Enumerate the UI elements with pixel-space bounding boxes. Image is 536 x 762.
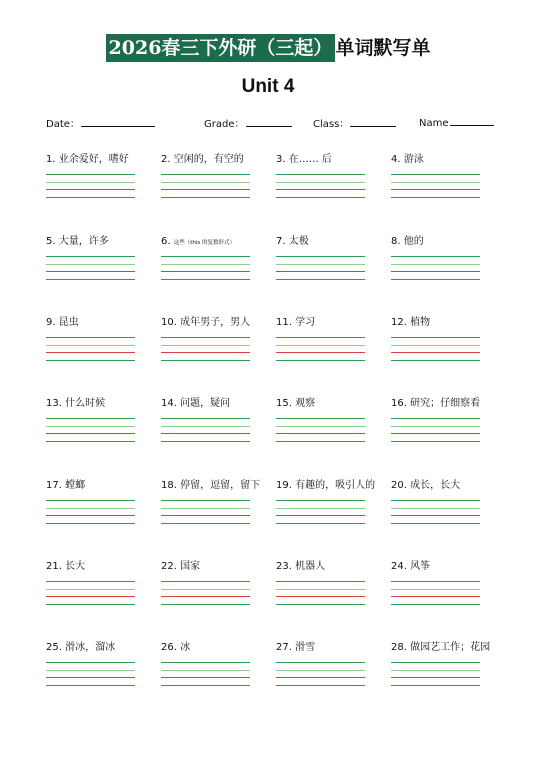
vocab-meaning: 昆虫 xyxy=(58,317,79,328)
answer-line[interactable] xyxy=(276,279,365,280)
vocab-prompt xyxy=(161,560,261,574)
answer-line[interactable] xyxy=(46,426,135,427)
vocab-number: 16. xyxy=(391,398,407,409)
vocab-prompt xyxy=(276,560,376,574)
vocab-prompt xyxy=(161,153,261,167)
vocab-item xyxy=(276,479,376,539)
answer-line[interactable] xyxy=(161,197,250,198)
name-blank[interactable] xyxy=(450,115,494,126)
vocab-number: 17. xyxy=(46,480,62,491)
vocab-item xyxy=(276,153,376,213)
answer-line[interactable] xyxy=(276,662,365,663)
vocab-prompt xyxy=(391,397,491,411)
answer-line[interactable] xyxy=(276,360,365,361)
answer-line[interactable] xyxy=(391,589,480,590)
answer-line[interactable] xyxy=(161,441,250,442)
vocab-number: 18. xyxy=(161,480,177,491)
date-blank[interactable] xyxy=(81,116,155,127)
answer-line[interactable] xyxy=(391,256,480,257)
vocab-number: 2. xyxy=(161,154,171,165)
answer-line[interactable] xyxy=(276,500,365,501)
vocab-number: 8. xyxy=(391,236,401,247)
vocab-meaning: 观察 xyxy=(295,398,316,409)
answer-line[interactable] xyxy=(46,500,135,501)
vocab-prompt xyxy=(46,641,146,655)
vocab-number: 14. xyxy=(161,398,177,409)
answer-line[interactable] xyxy=(276,271,365,272)
answer-line[interactable] xyxy=(391,581,480,582)
answer-line[interactable] xyxy=(161,174,250,175)
vocab-meaning: 螳螂 xyxy=(65,480,86,491)
answer-line[interactable] xyxy=(161,500,250,501)
answer-line[interactable] xyxy=(46,345,135,346)
vocab-meaning: 国家 xyxy=(180,561,201,572)
vocab-meaning: 冰 xyxy=(180,642,191,653)
vocab-number: 5. xyxy=(46,236,56,247)
answer-line[interactable] xyxy=(276,264,365,265)
answer-line[interactable] xyxy=(46,182,135,183)
answer-line[interactable] xyxy=(276,596,365,597)
vocab-prompt xyxy=(276,641,376,655)
vocab-item xyxy=(276,235,376,295)
answer-line[interactable] xyxy=(276,352,365,353)
vocab-prompt xyxy=(276,316,376,330)
vocab-number: 10. xyxy=(161,317,177,328)
unit-heading: Unit 4 xyxy=(241,76,295,97)
answer-line[interactable] xyxy=(46,670,135,671)
answer-line[interactable] xyxy=(46,352,135,353)
answer-line[interactable] xyxy=(161,360,250,361)
name-field[interactable] xyxy=(419,115,494,129)
answer-line[interactable] xyxy=(161,271,250,272)
answer-line[interactable] xyxy=(391,523,480,524)
title-highlight: 2026春三下外研（三起） xyxy=(106,34,336,62)
vocab-item xyxy=(161,560,261,620)
vocab-number: 21. xyxy=(46,561,62,572)
vocab-prompt xyxy=(391,316,491,330)
vocab-meaning: 滑雪 xyxy=(295,642,316,653)
vocab-prompt xyxy=(276,235,376,249)
answer-line[interactable] xyxy=(276,189,365,190)
answer-line[interactable] xyxy=(161,508,250,509)
answer-line[interactable] xyxy=(391,426,480,427)
vocab-item xyxy=(161,153,261,213)
vocab-meaning: 做园艺工作；花园 xyxy=(410,642,491,653)
vocab-meaning: 风筝 xyxy=(410,561,431,572)
vocab-item xyxy=(46,479,146,539)
vocab-number: 28. xyxy=(391,642,407,653)
answer-line[interactable] xyxy=(276,685,365,686)
answer-line[interactable] xyxy=(161,670,250,671)
vocab-item xyxy=(46,397,146,457)
answer-line[interactable] xyxy=(276,426,365,427)
vocab-item xyxy=(391,153,491,213)
vocab-meaning: 游泳 xyxy=(403,154,424,165)
answer-line[interactable] xyxy=(161,426,250,427)
vocab-meaning: 学习 xyxy=(295,317,316,328)
vocab-number: 27. xyxy=(276,642,292,653)
grade-label: Grade： xyxy=(204,119,245,130)
answer-line[interactable] xyxy=(391,174,480,175)
vocab-prompt xyxy=(391,641,491,655)
grade-field[interactable] xyxy=(204,115,292,130)
vocab-meaning: 什么时候 xyxy=(65,398,106,409)
class-label: Class： xyxy=(313,119,350,130)
vocab-number: 24. xyxy=(391,561,407,572)
vocab-prompt xyxy=(161,479,261,493)
answer-line[interactable] xyxy=(161,662,250,663)
answer-line[interactable] xyxy=(46,256,135,257)
answer-line[interactable] xyxy=(391,441,480,442)
worksheet-title xyxy=(0,34,536,62)
vocab-number: 22. xyxy=(161,561,177,572)
answer-line[interactable] xyxy=(276,523,365,524)
answer-line[interactable] xyxy=(276,337,365,338)
vocab-item xyxy=(161,479,261,539)
answer-line[interactable] xyxy=(391,662,480,663)
vocab-meaning: 长大 xyxy=(65,561,86,572)
answer-line[interactable] xyxy=(161,345,250,346)
answer-line[interactable] xyxy=(276,418,365,419)
answer-line[interactable] xyxy=(161,581,250,582)
answer-line[interactable] xyxy=(46,360,135,361)
answer-line[interactable] xyxy=(391,508,480,509)
vocab-item xyxy=(161,316,261,376)
answer-line[interactable] xyxy=(391,279,480,280)
vocab-meaning: 有趣的，吸引人的 xyxy=(295,480,376,491)
answer-line[interactable] xyxy=(161,596,250,597)
answer-line[interactable] xyxy=(161,337,250,338)
vocab-number: 7. xyxy=(276,236,286,247)
vocab-prompt xyxy=(276,479,376,493)
answer-line[interactable] xyxy=(276,345,365,346)
vocab-item xyxy=(46,641,146,701)
answer-line[interactable] xyxy=(161,279,250,280)
vocab-item xyxy=(391,397,491,457)
answer-line[interactable] xyxy=(46,264,135,265)
answer-line[interactable] xyxy=(276,174,365,175)
grade-blank[interactable] xyxy=(246,116,292,127)
vocab-number: 25. xyxy=(46,642,62,653)
vocab-item xyxy=(46,153,146,213)
vocab-meaning: 滑冰，溜冰 xyxy=(65,642,116,653)
answer-line[interactable] xyxy=(161,264,250,265)
answer-line[interactable] xyxy=(46,604,135,605)
vocab-number: 9. xyxy=(46,317,56,328)
answer-line[interactable] xyxy=(391,337,480,338)
answer-line[interactable] xyxy=(391,604,480,605)
answer-line[interactable] xyxy=(46,279,135,280)
vocab-item xyxy=(161,397,261,457)
vocab-number: 1. xyxy=(46,154,56,165)
answer-line[interactable] xyxy=(46,174,135,175)
answer-line[interactable] xyxy=(161,433,250,434)
date-label: Date： xyxy=(46,119,80,130)
answer-line[interactable] xyxy=(391,352,480,353)
vocab-prompt xyxy=(276,397,376,411)
answer-line[interactable] xyxy=(161,515,250,516)
answer-line[interactable] xyxy=(391,670,480,671)
vocab-number: 12. xyxy=(391,317,407,328)
vocab-prompt xyxy=(46,560,146,574)
vocab-prompt xyxy=(161,316,261,330)
vocab-number: 3. xyxy=(276,154,286,165)
vocab-meaning: 问题，疑问 xyxy=(180,398,231,409)
vocab-meaning: 在…… 后 xyxy=(288,154,332,165)
answer-line[interactable] xyxy=(391,345,480,346)
answer-line[interactable] xyxy=(391,500,480,501)
vocab-meaning: 机器人 xyxy=(295,561,326,572)
answer-line[interactable] xyxy=(46,662,135,663)
vocab-prompt xyxy=(46,397,146,411)
answer-line[interactable] xyxy=(276,515,365,516)
vocab-prompt xyxy=(276,153,376,167)
answer-line[interactable] xyxy=(46,515,135,516)
vocab-meaning: 大量，许多 xyxy=(58,236,109,247)
vocab-number: 23. xyxy=(276,561,292,572)
answer-line[interactable] xyxy=(161,189,250,190)
answer-line[interactable] xyxy=(46,271,135,272)
vocab-item xyxy=(391,235,491,295)
vocab-prompt xyxy=(391,479,491,493)
answer-line[interactable] xyxy=(391,189,480,190)
answer-line[interactable] xyxy=(46,677,135,678)
answer-line[interactable] xyxy=(391,418,480,419)
vocab-meaning: 空闲的，有空的 xyxy=(173,154,244,165)
answer-line[interactable] xyxy=(276,433,365,434)
vocab-item xyxy=(161,235,261,295)
vocab-item xyxy=(391,316,491,376)
answer-line[interactable] xyxy=(161,589,250,590)
vocab-item xyxy=(391,479,491,539)
vocab-item xyxy=(161,641,261,701)
answer-line[interactable] xyxy=(276,182,365,183)
vocab-item xyxy=(391,641,491,701)
answer-line[interactable] xyxy=(276,256,365,257)
answer-line[interactable] xyxy=(391,271,480,272)
answer-line[interactable] xyxy=(391,360,480,361)
vocab-number: 11. xyxy=(276,317,292,328)
vocab-number: 15. xyxy=(276,398,292,409)
vocab-prompt xyxy=(391,560,491,574)
vocab-number: 26. xyxy=(161,642,177,653)
vocab-prompt xyxy=(391,153,491,167)
class-blank[interactable] xyxy=(350,116,396,127)
vocab-item xyxy=(276,560,376,620)
vocab-meaning: 成年男子，男人 xyxy=(180,317,251,328)
vocab-number: 19. xyxy=(276,480,292,491)
vocab-meaning: 业余爱好，嗜好 xyxy=(58,154,129,165)
vocab-prompt xyxy=(161,397,261,411)
title-rest: 单词默写单 xyxy=(335,37,431,59)
vocab-prompt xyxy=(46,316,146,330)
answer-line[interactable] xyxy=(276,508,365,509)
vocab-meaning: 太极 xyxy=(288,236,309,247)
answer-line[interactable] xyxy=(276,589,365,590)
answer-line[interactable] xyxy=(276,670,365,671)
answer-line[interactable] xyxy=(391,515,480,516)
answer-line[interactable] xyxy=(391,596,480,597)
name-label: Name xyxy=(419,118,449,129)
answer-line[interactable] xyxy=(276,441,365,442)
answer-line[interactable] xyxy=(46,337,135,338)
vocab-item xyxy=(46,235,146,295)
vocab-meaning: 植物 xyxy=(410,317,431,328)
vocab-meaning: 研究；仔细察看 xyxy=(410,398,481,409)
class-field[interactable] xyxy=(313,115,396,130)
answer-line[interactable] xyxy=(46,441,135,442)
answer-line[interactable] xyxy=(161,685,250,686)
answer-line[interactable] xyxy=(276,581,365,582)
answer-line[interactable] xyxy=(276,677,365,678)
answer-line[interactable] xyxy=(46,581,135,582)
answer-line[interactable] xyxy=(391,197,480,198)
answer-line[interactable] xyxy=(161,182,250,183)
answer-line[interactable] xyxy=(276,197,365,198)
answer-line[interactable] xyxy=(276,604,365,605)
answer-line[interactable] xyxy=(161,523,250,524)
vocab-meaning: 成长，长大 xyxy=(410,480,461,491)
answer-line[interactable] xyxy=(46,523,135,524)
answer-line[interactable] xyxy=(161,352,250,353)
answer-line[interactable] xyxy=(161,604,250,605)
vocab-prompt xyxy=(161,641,261,655)
vocab-item xyxy=(46,316,146,376)
answer-line[interactable] xyxy=(391,677,480,678)
answer-line[interactable] xyxy=(46,189,135,190)
vocab-prompt xyxy=(46,235,146,249)
vocab-meaning: 这些（this 的复数形式） xyxy=(173,240,236,246)
answer-line[interactable] xyxy=(46,589,135,590)
answer-line[interactable] xyxy=(161,256,250,257)
answer-line[interactable] xyxy=(46,433,135,434)
vocab-item xyxy=(46,560,146,620)
vocab-prompt xyxy=(161,235,261,249)
answer-line[interactable] xyxy=(391,264,480,265)
vocab-meaning: 停留，逗留，留下 xyxy=(180,480,261,491)
vocab-prompt xyxy=(46,153,146,167)
vocab-item xyxy=(276,641,376,701)
vocab-item xyxy=(391,560,491,620)
vocab-number: 4. xyxy=(391,154,401,165)
answer-line[interactable] xyxy=(391,433,480,434)
vocab-number: 6. xyxy=(161,236,171,247)
answer-line[interactable] xyxy=(46,685,135,686)
answer-line[interactable] xyxy=(391,182,480,183)
vocab-meaning: 他的 xyxy=(403,236,424,247)
vocab-prompt xyxy=(46,479,146,493)
vocab-number: 13. xyxy=(46,398,62,409)
answer-line[interactable] xyxy=(161,418,250,419)
answer-line[interactable] xyxy=(391,685,480,686)
answer-line[interactable] xyxy=(46,508,135,509)
answer-line[interactable] xyxy=(161,677,250,678)
answer-line[interactable] xyxy=(46,596,135,597)
vocab-item xyxy=(276,397,376,457)
vocab-prompt xyxy=(391,235,491,249)
date-field[interactable] xyxy=(46,115,155,130)
answer-line[interactable] xyxy=(46,197,135,198)
vocab-item xyxy=(276,316,376,376)
vocab-number: 20. xyxy=(391,480,407,491)
answer-line[interactable] xyxy=(46,418,135,419)
